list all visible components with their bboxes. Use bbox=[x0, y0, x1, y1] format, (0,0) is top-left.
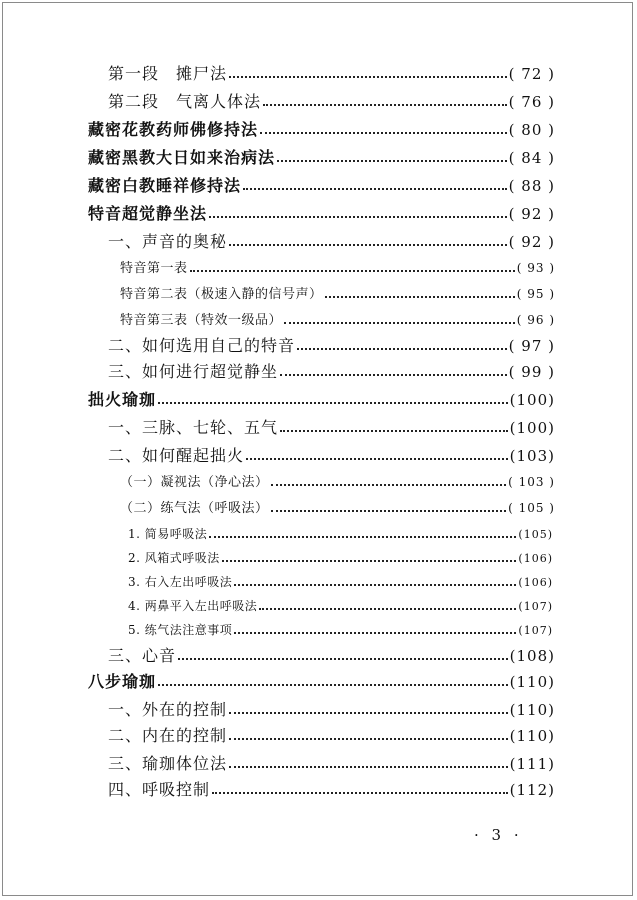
toc-entry-page: (105) bbox=[518, 528, 553, 541]
toc-entry bbox=[120, 496, 555, 520]
toc-entry bbox=[88, 202, 555, 226]
toc-entry-page: ( 92 ) bbox=[508, 205, 555, 223]
toc-entry-page: ( 93 ) bbox=[516, 261, 555, 275]
toc-entry-title: 特音超觉静坐法 bbox=[88, 204, 208, 223]
toc-entry bbox=[108, 724, 555, 748]
dot-leader bbox=[271, 484, 507, 486]
toc-entry-page: (100) bbox=[509, 419, 555, 437]
toc-entry bbox=[128, 618, 553, 642]
dot-leader bbox=[229, 738, 508, 740]
dot-leader bbox=[280, 430, 508, 432]
toc-entry-page: (111) bbox=[509, 755, 555, 773]
toc-entry-page: ( 88 ) bbox=[508, 177, 555, 195]
toc-entry-page: (107) bbox=[518, 624, 553, 637]
dot-leader bbox=[234, 584, 516, 586]
page-number: · 3 · bbox=[474, 826, 523, 844]
dot-leader bbox=[229, 766, 508, 768]
toc-entry bbox=[128, 570, 553, 594]
toc-entry-page: ( 80 ) bbox=[508, 121, 555, 139]
toc-entry-title: 特音第一表 bbox=[120, 261, 188, 276]
toc-entry-page: (106) bbox=[518, 576, 553, 589]
dot-leader bbox=[271, 510, 507, 512]
toc-entry-title: 第一段 摊尸法 bbox=[108, 64, 228, 83]
toc-entry-page: ( 95 ) bbox=[516, 287, 555, 301]
toc-entry bbox=[128, 546, 553, 570]
toc-entry bbox=[108, 644, 555, 668]
dot-leader bbox=[246, 458, 508, 460]
dot-leader bbox=[158, 684, 508, 686]
dot-leader bbox=[158, 402, 508, 404]
toc-entry-title: 4. 两鼻平入左出呼吸法 bbox=[128, 599, 258, 613]
dot-leader bbox=[277, 160, 507, 162]
dot-leader bbox=[284, 322, 515, 324]
toc-entry-title: 拙火瑜珈 bbox=[88, 390, 157, 409]
toc-entry-title: 藏密花教药师佛修持法 bbox=[88, 120, 259, 139]
toc-entry-page: (108) bbox=[509, 647, 555, 665]
toc-entry bbox=[88, 388, 555, 412]
dot-leader bbox=[190, 270, 515, 272]
toc-entry-page: (110) bbox=[509, 701, 555, 719]
toc-entry-title: 二、内在的控制 bbox=[108, 726, 228, 745]
toc-entry-title: （一）凝视法（净心法） bbox=[120, 475, 269, 490]
toc-entry bbox=[88, 118, 555, 142]
toc-entry-title: 一、外在的控制 bbox=[108, 700, 228, 719]
toc-entry-title: 二、如何选用自己的特音 bbox=[108, 336, 296, 355]
toc-entry-title: 三、如何进行超觉静坐 bbox=[108, 362, 279, 381]
dot-leader bbox=[229, 76, 507, 78]
toc-entry bbox=[108, 778, 555, 802]
toc-entry-title: 2. 风箱式呼吸法 bbox=[128, 551, 220, 565]
toc-entry bbox=[88, 174, 555, 198]
dot-leader bbox=[212, 792, 508, 794]
toc-entry-title: 一、三脉、七轮、五气 bbox=[108, 418, 279, 437]
toc-entry bbox=[88, 146, 555, 170]
toc-entry bbox=[120, 470, 555, 494]
toc-entry-page: (107) bbox=[518, 600, 553, 613]
toc-entry-page: (106) bbox=[518, 552, 553, 565]
toc-entry-title: 特音第三表（特效一级品） bbox=[120, 313, 283, 328]
toc-entry-title: 1. 简易呼吸法 bbox=[128, 527, 208, 541]
toc-entry-title: 三、瑜珈体位法 bbox=[108, 754, 228, 773]
dot-leader bbox=[209, 536, 516, 538]
dot-leader bbox=[209, 216, 507, 218]
dot-leader bbox=[325, 296, 515, 298]
toc-entry-title: 八步瑜珈 bbox=[88, 672, 157, 691]
dot-leader bbox=[280, 374, 507, 376]
toc-entry-title: 5. 练气法注意事项 bbox=[128, 623, 233, 637]
toc-entry bbox=[108, 62, 555, 86]
toc-entry-page: ( 92 ) bbox=[508, 233, 555, 251]
toc-entry bbox=[120, 282, 555, 306]
dot-leader bbox=[229, 244, 507, 246]
toc-entry-title: 藏密黑教大日如来治病法 bbox=[88, 148, 276, 167]
dot-leader bbox=[263, 104, 507, 106]
toc-entry-page: ( 72 ) bbox=[508, 65, 555, 83]
toc-entry-page: (110) bbox=[509, 727, 555, 745]
toc-entry-page: ( 97 ) bbox=[508, 337, 555, 355]
toc-entry bbox=[108, 444, 555, 468]
toc-entry bbox=[108, 360, 555, 384]
toc-entry bbox=[108, 90, 555, 114]
toc-entry bbox=[120, 308, 555, 332]
toc-entry-title: 特音第二表（极速入静的信号声） bbox=[120, 287, 323, 302]
dot-leader bbox=[259, 608, 516, 610]
toc-entry-title: 3. 右入左出呼吸法 bbox=[128, 575, 233, 589]
dot-leader bbox=[243, 188, 507, 190]
dot-leader bbox=[178, 658, 508, 660]
toc-entry-page: ( 99 ) bbox=[508, 363, 555, 381]
toc-entry bbox=[108, 752, 555, 776]
toc-entry-page: ( 76 ) bbox=[508, 93, 555, 111]
toc-entry-page: ( 103 ) bbox=[508, 475, 555, 489]
toc-entry-title: 二、如何醒起拙火 bbox=[108, 446, 245, 465]
toc-entry-page: ( 105 ) bbox=[508, 501, 555, 515]
toc-entry bbox=[128, 522, 553, 546]
toc-entry-title: 四、呼吸控制 bbox=[108, 780, 211, 799]
toc-entry-title: 一、声音的奥秘 bbox=[108, 232, 228, 251]
toc-entry bbox=[88, 670, 555, 694]
toc-entry bbox=[128, 594, 553, 618]
dot-leader bbox=[260, 132, 507, 134]
toc-entry-page: ( 84 ) bbox=[508, 149, 555, 167]
toc-entry-title: （二）练气法（呼吸法） bbox=[120, 501, 269, 516]
toc-entry bbox=[108, 416, 555, 440]
toc-entry bbox=[108, 698, 555, 722]
dot-leader bbox=[297, 348, 507, 350]
toc-entry-title: 三、心音 bbox=[108, 646, 177, 665]
toc-entry bbox=[108, 230, 555, 254]
toc-entry-page: (110) bbox=[509, 673, 555, 691]
toc-entry bbox=[108, 334, 555, 358]
dot-leader bbox=[234, 632, 516, 634]
dot-leader bbox=[229, 712, 508, 714]
dot-leader bbox=[222, 560, 517, 562]
toc-entry-title: 藏密白教睡祥修持法 bbox=[88, 176, 242, 195]
toc-entry-page: (112) bbox=[509, 781, 555, 799]
toc-entry-page: ( 96 ) bbox=[516, 313, 555, 327]
toc-entry-title: 第二段 气离人体法 bbox=[108, 92, 262, 111]
toc-entry bbox=[120, 256, 555, 280]
toc-entry-page: (103) bbox=[509, 447, 555, 465]
toc-entry-page: (100) bbox=[509, 391, 555, 409]
